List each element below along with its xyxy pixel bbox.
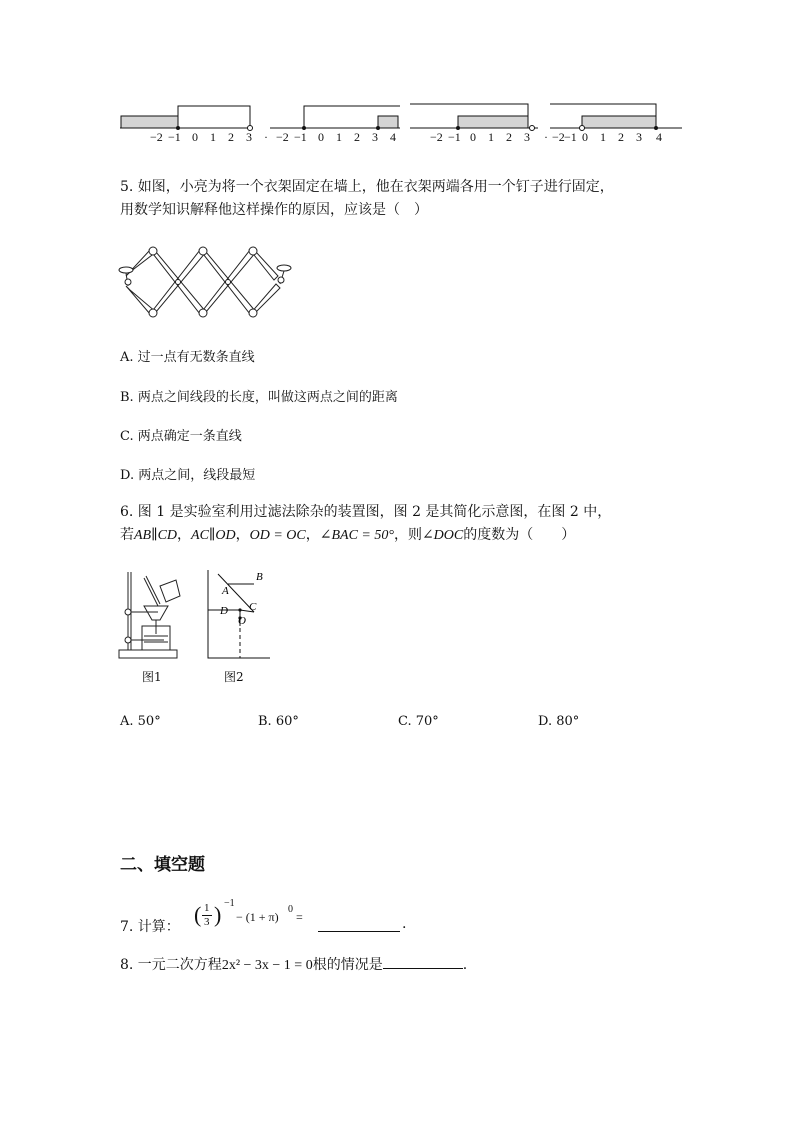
q6-cond-od-oc: OD = OC bbox=[249, 528, 306, 543]
q6-stem-line1: 6. 图 1 是实验室利用过滤法除杂的装置图，图 2 是其简化示意图，在图 2 中， bbox=[120, 504, 612, 520]
tick-label: −2 bbox=[276, 130, 289, 144]
q7-frac-num: 1 bbox=[204, 902, 210, 914]
q6-mid: ，则 bbox=[393, 527, 422, 543]
q8-suffix: 根的情况是 bbox=[312, 957, 383, 973]
q6-cond-parallel-ac-od: AC∥OD bbox=[191, 528, 236, 543]
q7-mid: − (1 + π) bbox=[236, 910, 279, 924]
q6-target-angle: ∠DOC bbox=[421, 528, 464, 543]
q6-stem-line2 bbox=[120, 526, 575, 545]
q6-prefix: 若 bbox=[120, 527, 134, 543]
q7-answer-blank[interactable] bbox=[318, 916, 400, 932]
q5-option-c[interactable]: C. 两点确定一条直线 bbox=[120, 429, 242, 444]
tick-label: −1 bbox=[294, 130, 307, 144]
tick-label: 2 bbox=[618, 130, 624, 144]
left-paren-icon: ( bbox=[194, 902, 202, 927]
section-title: 二、填空题 bbox=[120, 855, 205, 875]
q7-exp1: −1 bbox=[224, 898, 235, 909]
tick-label: −2 bbox=[150, 130, 163, 144]
geometry-diagram-figure bbox=[200, 566, 274, 662]
label-o: O bbox=[238, 615, 246, 627]
tick-label: 0 bbox=[470, 130, 476, 144]
q6-option-b[interactable]: B. 60° bbox=[258, 714, 299, 729]
q7-frac-den: 3 bbox=[204, 916, 210, 928]
q6-sep: ， bbox=[305, 527, 320, 543]
tick-label: 1 bbox=[600, 130, 606, 144]
hanger-figure bbox=[116, 242, 298, 322]
label-d: D bbox=[220, 605, 228, 617]
q6-sep: ， bbox=[235, 527, 250, 543]
tick-label: 1 bbox=[336, 130, 342, 144]
tick-label: 2 bbox=[354, 130, 360, 144]
q8-equation: 2x² − 3x − 1 = 0 bbox=[221, 958, 313, 973]
tick-label: −1 bbox=[168, 130, 181, 144]
q7-equals: = bbox=[296, 910, 303, 924]
tick-label: 0 bbox=[192, 130, 198, 144]
tick-label: 3 bbox=[524, 130, 530, 144]
q8-line bbox=[120, 954, 467, 975]
q6-option-d[interactable]: D. 80° bbox=[538, 714, 580, 729]
label-a: A bbox=[222, 585, 229, 597]
q6-cond-angle-bac: ∠BAC = 50° bbox=[319, 528, 394, 543]
tick-label: 1 bbox=[488, 130, 494, 144]
tick-label: −1 bbox=[448, 130, 461, 144]
nail-icon bbox=[119, 267, 133, 286]
number-line-1 bbox=[120, 106, 253, 131]
number-line-2 bbox=[270, 106, 400, 130]
tick-label: 1 bbox=[210, 130, 216, 144]
tick-label: 0 bbox=[582, 130, 588, 144]
right-paren-icon: ) bbox=[214, 902, 222, 927]
q8-end: . bbox=[462, 957, 468, 973]
q5-stem-line1: 5. 如图，小亮为将一个衣架固定在墙上，他在衣架两端各用一个钉子进行固定， bbox=[120, 179, 614, 195]
q5-option-d[interactable]: D. 两点之间，线段最短 bbox=[120, 468, 256, 483]
q5-stem-line2: 用数学知识解释他这样操作的原因，应该是（ ） bbox=[120, 202, 428, 218]
q7-exp2: 0 bbox=[288, 904, 293, 915]
q6-option-c[interactable]: C. 70° bbox=[398, 714, 439, 729]
lab-apparatus-figure bbox=[116, 568, 182, 664]
tick-label: 3 bbox=[372, 130, 378, 144]
q6-sep: ， bbox=[177, 527, 192, 543]
label-c: C bbox=[249, 601, 257, 613]
number-line-3 bbox=[410, 104, 538, 131]
separator-dot: · bbox=[544, 130, 548, 144]
q5-option-a[interactable]: A. 过一点有无数条直线 bbox=[120, 350, 255, 365]
tick-label: 2 bbox=[228, 130, 234, 144]
separator-dot: · bbox=[264, 130, 268, 144]
tick-label: 0 bbox=[318, 130, 324, 144]
tick-label: −1 bbox=[564, 130, 577, 144]
tick-label: −2 bbox=[430, 130, 443, 144]
nail-icon bbox=[277, 265, 291, 284]
figure-1-caption: 图1 bbox=[142, 670, 162, 684]
q6-suffix: 的度数为（ ） bbox=[463, 527, 576, 543]
tick-label: 2 bbox=[506, 130, 512, 144]
tick-label: 4 bbox=[390, 130, 396, 144]
tick-label: 3 bbox=[636, 130, 642, 144]
figure-2-caption: 图2 bbox=[224, 670, 244, 684]
q8-answer-blank[interactable] bbox=[383, 954, 463, 969]
q8-prefix: 8. 一元二次方程 bbox=[120, 957, 222, 973]
q5-option-b[interactable]: B. 两点之间线段的长度，叫做这两点之间的距离 bbox=[120, 390, 398, 405]
tick-label: 4 bbox=[656, 130, 662, 144]
tick-label: −2 bbox=[552, 130, 565, 144]
number-line-4 bbox=[550, 104, 682, 131]
label-b: B bbox=[256, 571, 263, 583]
q7-prefix: 7. 计算： bbox=[120, 919, 180, 935]
q6-cond-parallel-ab-cd: AB∥CD bbox=[134, 528, 178, 543]
q6-option-a[interactable]: A. 50° bbox=[120, 714, 161, 729]
q7-end: . bbox=[402, 916, 407, 932]
tick-label: 3 bbox=[246, 130, 252, 144]
